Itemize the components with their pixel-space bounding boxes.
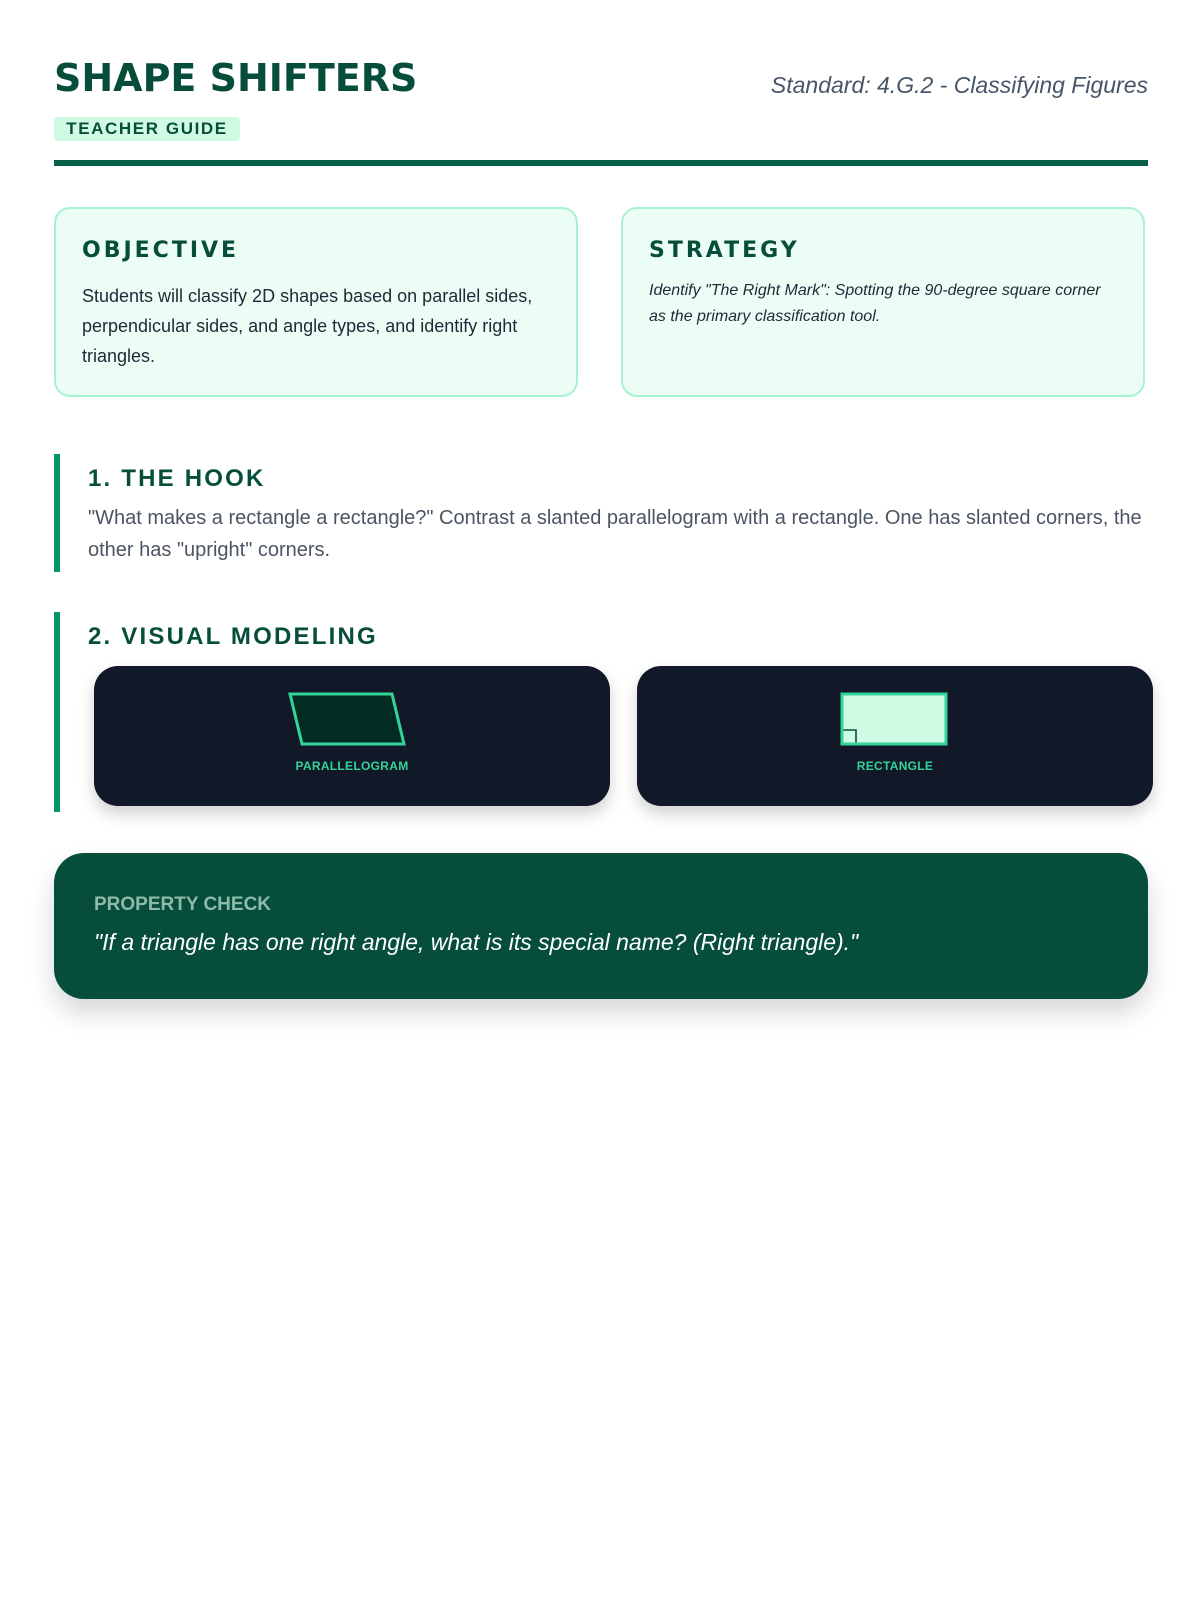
parallelogram-label: PARALLELOGRAM [295,759,409,773]
lesson-page [54,0,1148,955]
info-cards [54,207,1148,401]
property-check-question: "If a triangle has one right angle, what is its special name? (Right triangle)." [94,929,859,955]
standard-label: Standard: 4.G.2 - Classifying Figures [770,72,1148,98]
strategy-text: Identify "The Right Mark": Spotting the 90-degree square corner as the primary classification tool. [649,282,1101,325]
strategy-heading: STRATEGY [649,238,800,263]
rectangle-label: RECTANGLE [856,759,934,773]
page-header [54,0,1148,166]
rectangle-right-angle-icon [637,666,1153,806]
property-check-panel [54,853,1148,999]
teacher-guide-badge: TEACHER GUIDE [54,117,240,141]
rectangle-card [637,666,1153,806]
objective-card [54,207,578,397]
objective-text: Students will classify 2D shapes based on parallel sides, perpendicular sides, and angle types, and identify right triangles. [82,286,533,366]
header-divider [54,160,1148,166]
visual-modeling-heading: 2. VISUAL MODELING [88,623,378,650]
parallelogram-icon [94,666,610,806]
parallelogram-card [94,666,610,806]
shape-models [94,666,1148,806]
property-check-label: PROPERTY CHECK [94,894,272,915]
hook-section [54,454,1148,572]
strategy-card [621,207,1145,397]
hook-text: "What makes a rectangle a rectangle?" Contrast a slanted parallelogram with a rectangle. One has slanted corners, the other has "upright" corners. [88,507,1142,561]
objective-heading: OBJECTIVE [82,238,240,263]
hook-heading: 1. THE HOOK [88,465,266,492]
page-title: SHAPE SHIFTERS [54,56,418,100]
visual-modeling-section [54,612,1148,812]
